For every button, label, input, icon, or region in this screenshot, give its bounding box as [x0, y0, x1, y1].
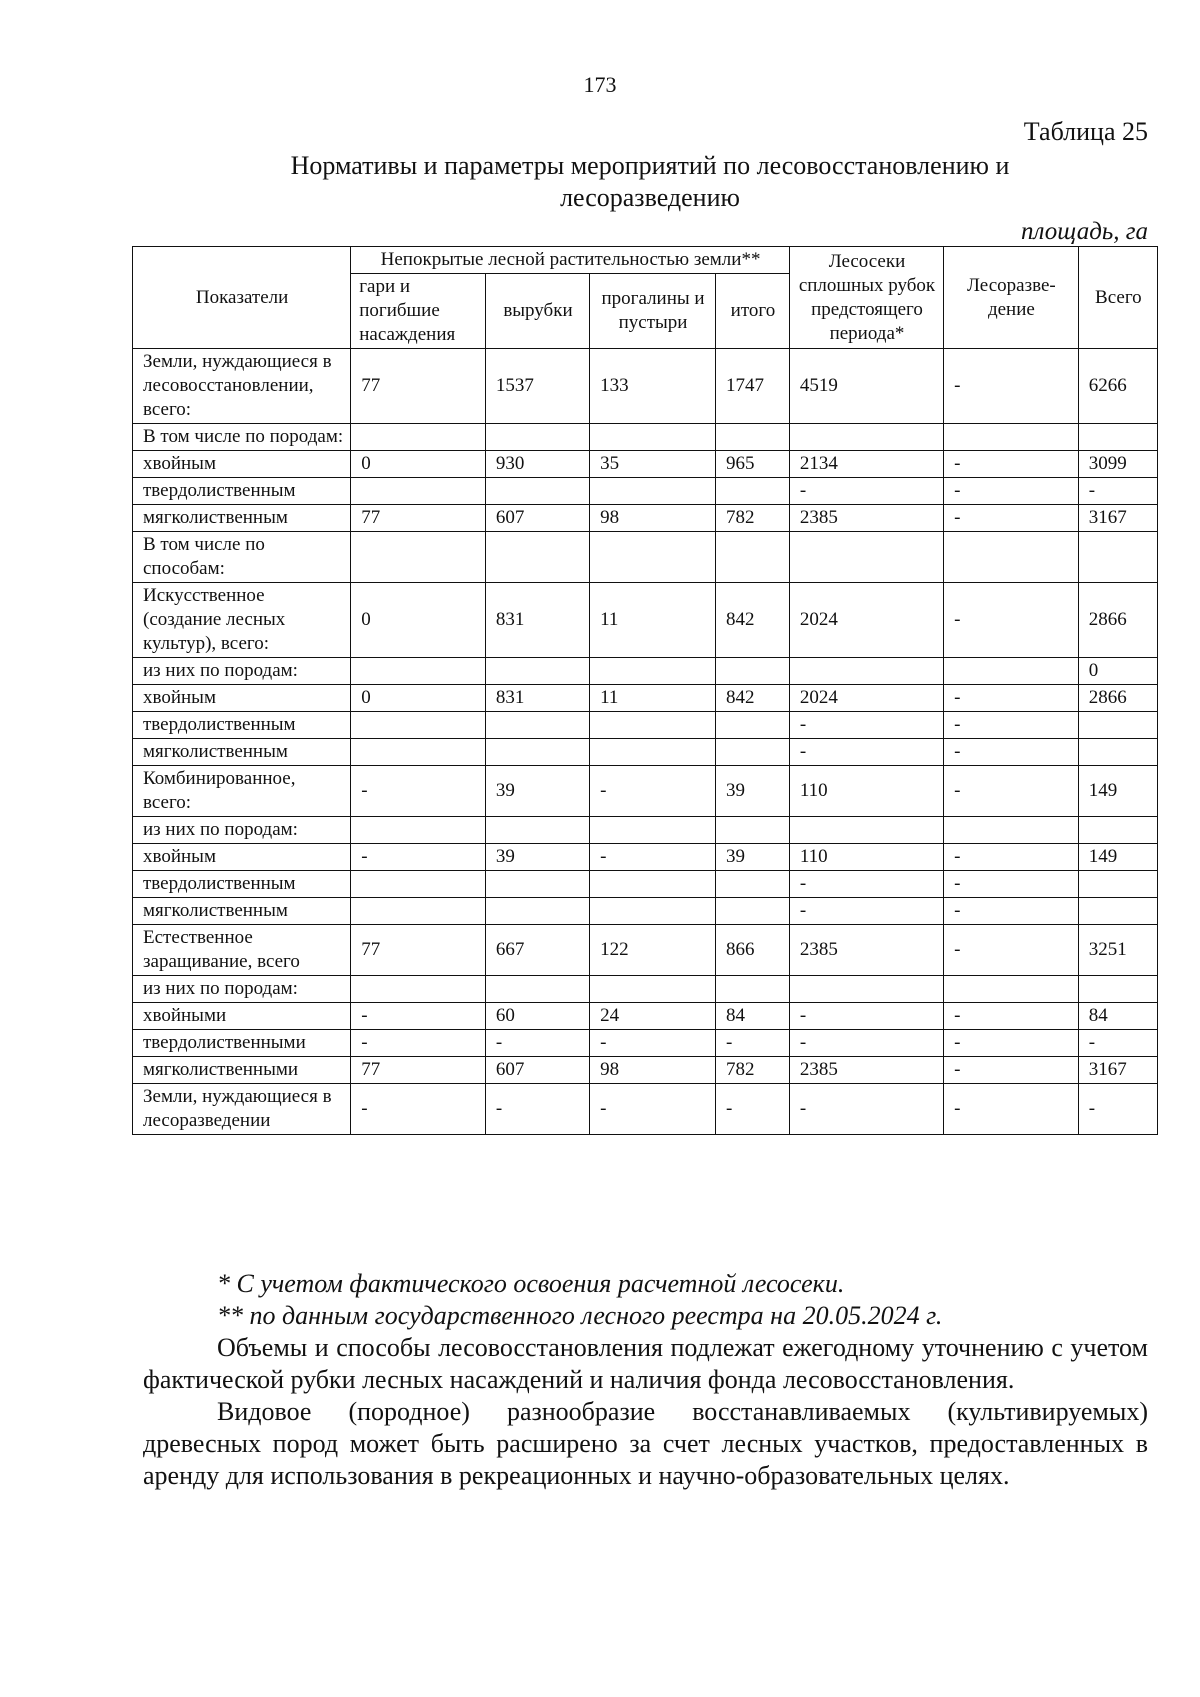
table-cell: - — [716, 1084, 790, 1135]
table-cell: - — [944, 583, 1079, 658]
table-row — [133, 844, 1158, 871]
row-label: В том числе по способам: — [133, 532, 351, 583]
table-cell — [716, 739, 790, 766]
table-cell: 39 — [716, 844, 790, 871]
table-cell: 3099 — [1078, 451, 1157, 478]
paragraph-diversity: Видовое (породное) разнообразие восстанавливаемых (культивируемых) древесных пород может быть расширено за счет лесных участков, предоставленных в аренду для использования в рекреационных и научно-образовательных целях. — [143, 1397, 1148, 1490]
table-cell — [716, 658, 790, 685]
table-cell: 842 — [716, 583, 790, 658]
table-cell — [789, 424, 943, 451]
row-label: твердолиственными — [133, 1030, 351, 1057]
table-cell — [590, 898, 716, 925]
table-cell: 24 — [590, 1003, 716, 1030]
table-cell: - — [944, 478, 1079, 505]
table-cell — [485, 817, 589, 844]
table-cell: 77 — [351, 505, 486, 532]
table-cell — [1078, 976, 1157, 1003]
table-cell — [590, 712, 716, 739]
table-cell: 1747 — [716, 349, 790, 424]
table-cell: 98 — [590, 505, 716, 532]
table-cell — [351, 898, 486, 925]
table-cell — [944, 532, 1079, 583]
row-label: мягколиственным — [133, 898, 351, 925]
table-cell — [789, 532, 943, 583]
table-header — [133, 247, 1158, 349]
table-cell: - — [1078, 1084, 1157, 1135]
table-cell: - — [944, 1084, 1079, 1135]
table-cell: - — [351, 1084, 486, 1135]
table-cell — [485, 658, 589, 685]
table-cell — [1078, 739, 1157, 766]
table-cell: 0 — [351, 451, 486, 478]
table-cell — [1078, 817, 1157, 844]
table-cell — [485, 424, 589, 451]
table-cell — [351, 817, 486, 844]
notes-section — [143, 1268, 1148, 1492]
table-cell: 866 — [716, 925, 790, 976]
footnote-cutting: * С учетом фактического освоения расчетной лесосеки. — [217, 1269, 845, 1298]
table-cell: - — [944, 451, 1079, 478]
table-body — [133, 349, 1158, 1135]
table-cell — [716, 871, 790, 898]
paragraph-volumes: Объемы и способы лесовосстановления подлежат ежегодному уточнению с учетом фактической рубки лесных насаждений и наличия фонда лесовосстановления. — [143, 1333, 1148, 1394]
table-cell — [351, 739, 486, 766]
header-glades: прогалины и пустыри — [590, 274, 716, 349]
table-cell — [485, 532, 589, 583]
table-cell — [944, 976, 1079, 1003]
table-cell: - — [351, 766, 486, 817]
table-cell — [789, 658, 943, 685]
table-row — [133, 451, 1158, 478]
table-row — [133, 658, 1158, 685]
table-cell: 77 — [351, 349, 486, 424]
table-cell — [351, 976, 486, 1003]
table-cell — [351, 658, 486, 685]
table-cell: 2385 — [789, 925, 943, 976]
table-cell: - — [351, 844, 486, 871]
table-cell: - — [789, 871, 943, 898]
table-cell: 2866 — [1078, 685, 1157, 712]
table-cell: 0 — [351, 583, 486, 658]
table-cell: 782 — [716, 505, 790, 532]
row-label: твердолиственным — [133, 871, 351, 898]
table-cell — [716, 478, 790, 505]
table-cell: 110 — [789, 766, 943, 817]
table-cell: - — [944, 739, 1079, 766]
table-cell: 2134 — [789, 451, 943, 478]
table-cell — [590, 532, 716, 583]
table-cell: - — [944, 1057, 1079, 1084]
table-cell: - — [1078, 478, 1157, 505]
table-cell — [716, 712, 790, 739]
row-label: из них по породам: — [133, 976, 351, 1003]
table-cell: 782 — [716, 1057, 790, 1084]
table-cell: 39 — [716, 766, 790, 817]
table-cell: 930 — [485, 451, 589, 478]
table-cell — [944, 817, 1079, 844]
table-cell — [716, 898, 790, 925]
table-cell: 0 — [1078, 658, 1157, 685]
table-cell: - — [789, 712, 943, 739]
table-cell: - — [789, 1003, 943, 1030]
table-cell — [1078, 424, 1157, 451]
table-cell — [485, 712, 589, 739]
table-cell: 133 — [590, 349, 716, 424]
row-label: мягколиственным — [133, 739, 351, 766]
row-label: хвойными — [133, 1003, 351, 1030]
row-label: Земли, нуждающиеся в лесовосстановлении, всего: — [133, 349, 351, 424]
table-cell: 77 — [351, 1057, 486, 1084]
table-cell: - — [716, 1030, 790, 1057]
table-cell: 84 — [716, 1003, 790, 1030]
footnote-registry: ** по данным государственного лесного реестра на 20.05.2024 г. — [217, 1301, 943, 1330]
table-cell — [485, 478, 589, 505]
row-label: из них по породам: — [133, 658, 351, 685]
page-number: 173 — [583, 72, 617, 97]
header-subtotal: итого — [716, 274, 790, 349]
table-cell — [1078, 871, 1157, 898]
table-cell: - — [789, 898, 943, 925]
table-cell — [590, 871, 716, 898]
table-cell: 4519 — [789, 349, 943, 424]
table-cell: - — [944, 1030, 1079, 1057]
table-row — [133, 976, 1158, 1003]
table-cell: 149 — [1078, 766, 1157, 817]
table-cell: - — [590, 1084, 716, 1135]
table-title: Нормативы и параметры мероприятий по лесовосстановлению и лесоразведению — [290, 151, 1010, 212]
table-cell: 11 — [590, 583, 716, 658]
table-cell: 122 — [590, 925, 716, 976]
table-cell: - — [944, 871, 1079, 898]
table-cell — [590, 478, 716, 505]
table-cell — [944, 424, 1079, 451]
table-cell: - — [944, 712, 1079, 739]
table-cell: 2024 — [789, 583, 943, 658]
table-cell: 842 — [716, 685, 790, 712]
row-label: хвойным — [133, 685, 351, 712]
row-label: мягколиственными — [133, 1057, 351, 1084]
table-cell — [351, 424, 486, 451]
table-cell — [351, 478, 486, 505]
table-row — [133, 1003, 1158, 1030]
table-cell — [485, 739, 589, 766]
table-cell: 1537 — [485, 349, 589, 424]
table-cell: 11 — [590, 685, 716, 712]
table-cell — [590, 817, 716, 844]
table-cell — [716, 424, 790, 451]
table-cell: - — [590, 766, 716, 817]
table-cell — [1078, 712, 1157, 739]
table-row — [133, 583, 1158, 658]
table-row — [133, 817, 1158, 844]
table-cell — [485, 976, 589, 1003]
row-label: хвойным — [133, 844, 351, 871]
table-row — [133, 505, 1158, 532]
table-cell — [485, 871, 589, 898]
table-cell: 831 — [485, 583, 589, 658]
table-cell: 3251 — [1078, 925, 1157, 976]
table-cell: 6266 — [1078, 349, 1157, 424]
row-label: твердолиственным — [133, 478, 351, 505]
table-cell: - — [351, 1030, 486, 1057]
table-cell: - — [944, 898, 1079, 925]
table-row — [133, 925, 1158, 976]
forest-restoration-table — [132, 246, 1158, 1135]
table-cell: - — [485, 1084, 589, 1135]
table-cell — [351, 712, 486, 739]
table-row — [133, 1084, 1158, 1135]
table-cell: - — [944, 766, 1079, 817]
table-cell: 149 — [1078, 844, 1157, 871]
header-burned: гари и погибшие насаждения — [351, 274, 486, 349]
table-cell — [590, 976, 716, 1003]
table-cell: 39 — [485, 766, 589, 817]
row-label: Естественное заращивание, всего — [133, 925, 351, 976]
table-cell — [944, 658, 1079, 685]
table-row — [133, 1030, 1158, 1057]
table-cell: - — [789, 478, 943, 505]
table-cell: - — [944, 349, 1079, 424]
table-cell — [485, 898, 589, 925]
table-cell: 965 — [716, 451, 790, 478]
table-row — [133, 685, 1158, 712]
table-row — [133, 349, 1158, 424]
table-cell — [1078, 532, 1157, 583]
table-cell: - — [944, 1003, 1079, 1030]
table-row — [133, 1057, 1158, 1084]
table-cell: - — [485, 1030, 589, 1057]
table-row — [133, 424, 1158, 451]
header-clearcuts: вырубки — [485, 274, 589, 349]
row-label: из них по породам: — [133, 817, 351, 844]
table-label: Таблица 25 — [1023, 117, 1148, 146]
table-cell: 607 — [485, 505, 589, 532]
header-cutting-areas: Лесосеки сплошных рубок предстоящего периода* — [789, 247, 943, 349]
table-row — [133, 871, 1158, 898]
table-cell: 2385 — [789, 505, 943, 532]
table-cell — [716, 817, 790, 844]
table-cell: 0 — [351, 685, 486, 712]
row-label: В том числе по породам: — [133, 424, 351, 451]
header-afforestation: Лесоразве-дение — [944, 247, 1079, 349]
table-cell: 98 — [590, 1057, 716, 1084]
table-cell — [1078, 898, 1157, 925]
table-row — [133, 478, 1158, 505]
table-cell: 2024 — [789, 685, 943, 712]
table-cell: - — [351, 1003, 486, 1030]
table-cell: 607 — [485, 1057, 589, 1084]
header-total: Всего — [1078, 247, 1157, 349]
table-cell: - — [789, 1084, 943, 1135]
units-label: площадь, га — [1021, 218, 1148, 245]
table-cell — [716, 976, 790, 1003]
table-row — [133, 898, 1158, 925]
table-cell: - — [590, 844, 716, 871]
row-label: Комбинированное, всего: — [133, 766, 351, 817]
table-cell: 2866 — [1078, 583, 1157, 658]
table-cell: 831 — [485, 685, 589, 712]
table-cell: 3167 — [1078, 1057, 1157, 1084]
row-label: твердолиственным — [133, 712, 351, 739]
header-indicators: Показатели — [133, 247, 351, 349]
table-cell: - — [944, 844, 1079, 871]
table-cell: - — [789, 1030, 943, 1057]
table-row — [133, 766, 1158, 817]
table-cell: 3167 — [1078, 505, 1157, 532]
table-cell: 77 — [351, 925, 486, 976]
table-cell — [789, 817, 943, 844]
table-cell — [590, 658, 716, 685]
table-cell — [590, 739, 716, 766]
table-cell: - — [1078, 1030, 1157, 1057]
table-row — [133, 712, 1158, 739]
table-row — [133, 532, 1158, 583]
table-cell: 39 — [485, 844, 589, 871]
table-cell: 60 — [485, 1003, 589, 1030]
header-uncovered-lands: Непокрытые лесной растительностью земли** — [351, 247, 790, 274]
row-label: мягколиственным — [133, 505, 351, 532]
table-cell: 35 — [590, 451, 716, 478]
table-cell — [590, 424, 716, 451]
row-label: Искусственное (создание лесных культур), всего: — [133, 583, 351, 658]
table-cell: - — [944, 505, 1079, 532]
table-cell: 667 — [485, 925, 589, 976]
row-label: хвойным — [133, 451, 351, 478]
table-cell: 2385 — [789, 1057, 943, 1084]
table-cell: 110 — [789, 844, 943, 871]
table-cell: - — [944, 925, 1079, 976]
table-cell — [716, 532, 790, 583]
table-cell: - — [590, 1030, 716, 1057]
table-cell — [351, 871, 486, 898]
table-cell: - — [789, 739, 943, 766]
table-cell: 84 — [1078, 1003, 1157, 1030]
row-label: Земли, нуждающиеся в лесоразведении — [133, 1084, 351, 1135]
table-cell — [351, 532, 486, 583]
table-cell — [789, 976, 943, 1003]
table-row — [133, 739, 1158, 766]
table-cell: - — [944, 685, 1079, 712]
